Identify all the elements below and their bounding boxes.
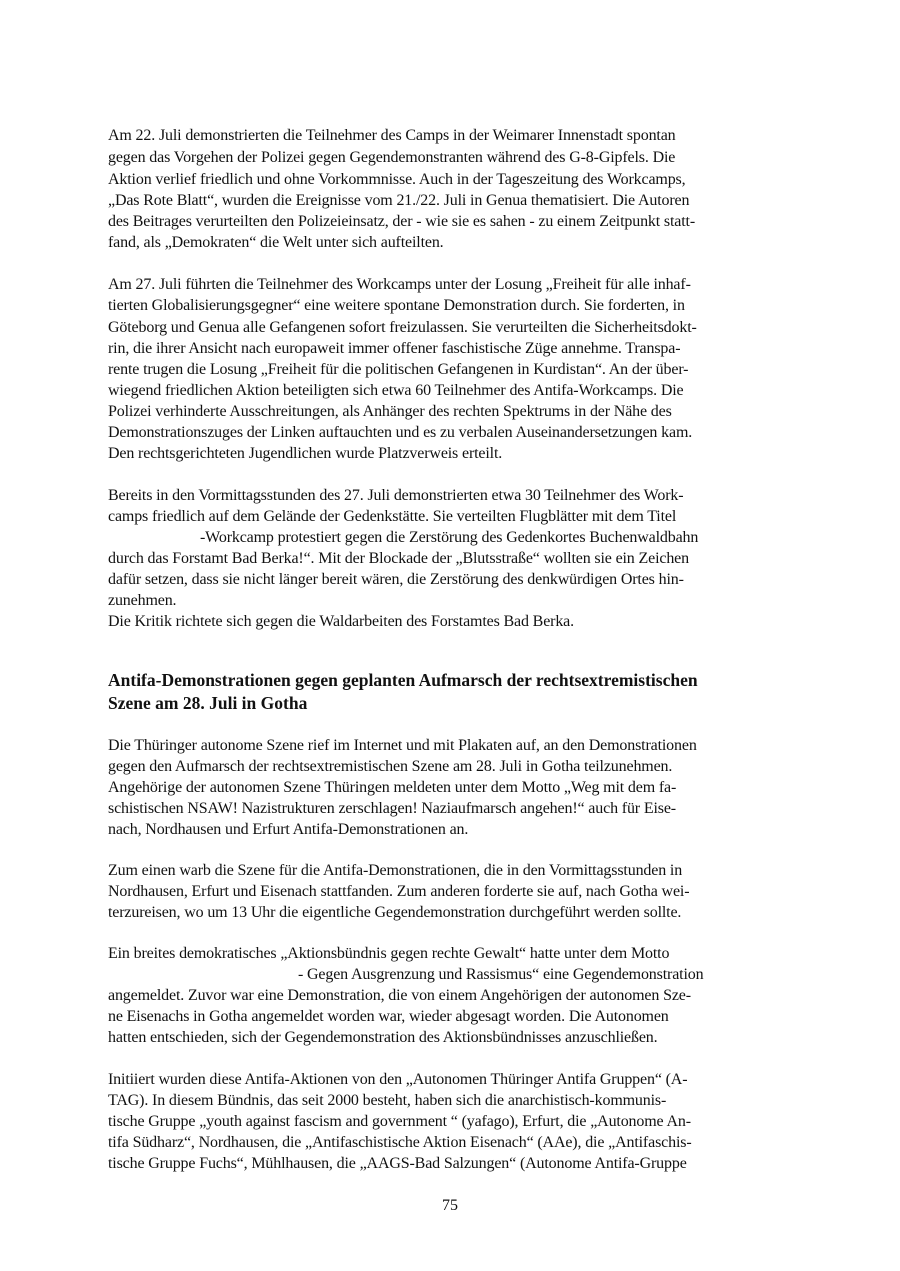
- paragraph-1-line: „Das Rote Blatt“, wurden die Ereignisse vom 21./22. Juli in Genua thematisiert. Die Autoren: [108, 192, 690, 209]
- paragraph-1-line: Aktion verlief friedlich und ohne Vorkommnisse. Auch in der Tageszeitung des Workcamps,: [108, 171, 686, 188]
- paragraph-6-line: hatten entschieden, sich der Gegendemonstration des Aktionsbündnisses anzuschließen.: [108, 1029, 658, 1046]
- paragraph-6-line: angemeldet. Zuvor war eine Demonstration, die von einem Angehörigen der autonomen Sze-: [108, 987, 691, 1004]
- paragraph-7-line: tifa Südharz“, Nordhausen, die „Antifaschistische Aktion Eisenach“ (AAe), die „Antifaschis-: [108, 1134, 692, 1151]
- paragraph-1-line: Am 22. Juli demonstrierten die Teilnehmer des Camps in der Weimarer Innenstadt spontan: [108, 127, 676, 144]
- paragraph-3-line: zunehmen.: [108, 592, 177, 609]
- paragraph-4-line: nach, Nordhausen und Erfurt Antifa-Demonstrationen an.: [108, 821, 469, 838]
- paragraph-3-line: Bereits in den Vormittagsstunden des 27. Juli demonstrierten etwa 30 Teilnehmer des Work-: [108, 487, 684, 504]
- paragraph-3-line: durch das Forstamt Bad Berka!“. Mit der Blockade der „Blutsstraße“ wollten sie ein Zeichen: [108, 550, 689, 567]
- paragraph-3-line: dafür setzen, dass sie nicht länger bereit wären, die Zerstörung des denkwürdigen Ortes hin-: [108, 571, 684, 588]
- paragraph-1-line: des Beitrages verurteilten den Polizeieinsatz, der - wie sie es sahen - zu einem Zeitpunkt statt-: [108, 213, 696, 230]
- paragraph-7-line: Initiiert wurden diese Antifa-Aktionen von den „Autonomen Thüringer Antifa Gruppen“ (A-: [108, 1071, 688, 1088]
- paragraph-2-line: Göteborg und Genua alle Gefangenen sofort freizulassen. Sie verurteilten die Sicherheitsdokt-: [108, 319, 697, 336]
- section-heading-line: Szene am 28. Juli in Gotha: [108, 693, 308, 713]
- paragraph-4-line: Die Thüringer autonome Szene rief im Internet und mit Plakaten auf, an den Demonstrationen: [108, 737, 697, 754]
- page-number: 75: [442, 1197, 458, 1214]
- paragraph-2-line: tierten Globalisierungsgegner“ eine weitere spontane Demonstration durch. Sie forderten, in: [108, 297, 685, 314]
- paragraph-2-line: wiegend friedlichen Aktion beteiligten sich etwa 60 Teilnehmer des Antifa-Workcamps. Die: [108, 382, 684, 399]
- paragraph-2-line: rente trugen die Losung „Freiheit für die politischen Gefangenen in Kurdistan“. An der über-: [108, 361, 689, 378]
- paragraph-2-line: rin, die ihrer Ansicht nach europaweit immer offener faschistische Züge annehme. Transpa-: [108, 340, 681, 357]
- paragraph-1-line: fand, als „Demokraten“ die Welt unter sich aufteilten.: [108, 234, 444, 251]
- paragraph-6-line: - Gegen Ausgrenzung und Rassismus“ eine Gegendemonstration: [298, 966, 704, 983]
- paragraph-5-line: Nordhausen, Erfurt und Eisenach stattfanden. Zum anderen forderte sie auf, nach Gotha wei-: [108, 883, 690, 900]
- paragraph-4-line: schistischen NSAW! Nazistrukturen zerschlagen! Naziaufmarsch angehen!“ auch für Eise-: [108, 800, 676, 817]
- paragraph-3-line: camps friedlich auf dem Gelände der Gedenkstätte. Sie verteilten Flugblätter mit dem Titel: [108, 508, 677, 525]
- paragraph-2-line: Am 27. Juli führten die Teilnehmer des Workcamps unter der Losung „Freiheit für alle inhaf-: [108, 276, 691, 293]
- paragraph-6-line: Ein breites demokratisches „Aktionsbündnis gegen rechte Gewalt“ hatte unter dem Motto: [108, 945, 670, 962]
- paragraph-5-line: Zum einen warb die Szene für die Antifa-Demonstrationen, die in den Vormittagsstunden in: [108, 862, 683, 879]
- paragraph-6-line: ne Eisenachs in Gotha angemeldet worden war, wieder abgesagt worden. Die Autonomen: [108, 1008, 669, 1025]
- paragraph-7-line: tische Gruppe Fuchs“, Mühlhausen, die „AAGS-Bad Salzungen“ (Autonome Antifa-Gruppe: [108, 1155, 687, 1172]
- paragraph-7-line: TAG). In diesem Bündnis, das seit 2000 besteht, haben sich die anarchistisch-kommunis-: [108, 1092, 667, 1109]
- paragraph-2-line: Polizei verhinderte Ausschreitungen, als Anhänger des rechten Spektrums in der Nähe des: [108, 403, 672, 420]
- section-heading-line: Antifa-Demonstrationen gegen geplanten Aufmarsch der rechtsextremistischen: [108, 670, 698, 690]
- paragraph-7-line: tische Gruppe „youth against fascism and government “ (yafago), Erfurt, die „Autonome An-: [108, 1113, 691, 1130]
- paragraph-2-line: Den rechtsgerichteten Jugendlichen wurde Platzverweis erteilt.: [108, 445, 503, 462]
- paragraph-1-line: gegen das Vorgehen der Polizei gegen Gegendemonstranten während des G-8-Gipfels. Die: [108, 149, 676, 166]
- paragraph-4-line: gegen den Aufmarsch der rechtsextremistischen Szene am 28. Juli in Gotha teilzunehmen.: [108, 758, 673, 775]
- paragraph-3-line: -Workcamp protestiert gegen die Zerstörung des Gedenkortes Buchenwaldbahn: [200, 529, 699, 546]
- paragraph-5-line: terzureisen, wo um 13 Uhr die eigentliche Gegendemonstration durchgeführt werden sollte.: [108, 904, 682, 921]
- paragraph-3-line: Die Kritik richtete sich gegen die Waldarbeiten des Forstamtes Bad Berka.: [108, 613, 574, 630]
- paragraph-2-line: Demonstrationszuges der Linken auftauchten und es zu verbalen Auseinandersetzungen kam.: [108, 424, 693, 441]
- paragraph-4-line: Angehörige der autonomen Szene Thüringen meldeten unter dem Motto „Weg mit dem fa-: [108, 779, 677, 796]
